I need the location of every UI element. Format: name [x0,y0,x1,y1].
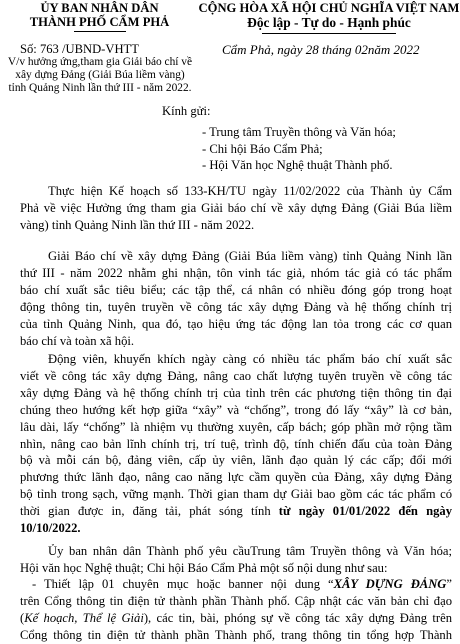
agency-name-line2: THÀNH PHỐ CẨM PHẢ [29,15,170,29]
text-line [20,576,452,593]
text-line: của tỉnh Quảng Ninh, qua đó, tạo hiệu ứng tác động lan tỏa trong các cơ quan [20,316,452,331]
italic-reference: Kế hoạch, Thể lệ Giải [24,610,144,625]
text-line: vàng) tỉnh Quảng Ninh lần thứ III - năm 2022. [20,217,255,232]
deadline-range: từ ngày 01/01/2022 đến ngày [278,504,452,519]
text-line: Động viên, khuyến khích ngày càng có nhiều tác phẩm báo chí xuất sắc [48,352,452,366]
paragraph-2 [20,248,452,349]
text-line [20,610,452,627]
text-run: - Thiết lập 01 chuyên mục hoặc banner nội dung “ [32,577,334,591]
motto-underline [262,33,396,34]
text-line: xây dựng Đảng và hệ thống chính trị của tỉnh trên các phương tiện thông tin đại [20,385,452,400]
text-line: chúng theo hướng kết hợp giữa “xây” và “chống”, trong đó lấy “xây” là cơ bản, [20,402,452,417]
text-line: Giải Báo chí về xây dựng Đảng (Giải Búa liềm vàng) tỉnh Quảng Ninh lần [48,249,452,263]
paragraph-1 [20,183,452,234]
agency-underline [74,31,126,32]
document-number: Số: 763 /UBND-VHTT [20,42,139,56]
recipient-item: - Trung tâm Truyền thông và Văn hóa; [202,125,396,139]
text-line: Ủy ban nhân dân Thành phố yêu cầuTrung tâm Truyền thông và Văn hóa; [48,544,452,558]
subject-line: V/v hưởng ứng,tham gia Giải báo chí về [7,56,193,68]
paragraph-3 [20,351,452,537]
document-subject [4,56,196,95]
text-line: Phả về việc Hưởng ứng tham gia Giải báo chí về xây dựng Đảng (Giải Búa liềm [20,200,452,215]
text-line: động thông tin, tuyên truyền về công tác xây dựng Đảng và hệ thống chính trị [20,299,452,314]
agency-name-line1: ỦY BAN NHÂN DÂN [40,1,159,15]
text-line: báo chí và toàn xã hội. [20,333,135,348]
text-run: thời gian được in, đăng tải, phát sóng tính [20,504,279,519]
text-line: thứ III - năm 2022 nhằm ghi nhận, tôn vinh tác giả, nhóm tác giả có tác phẩm [20,265,452,280]
paragraph-4 [20,543,452,577]
text-line: bộ tỉnh trong sạch, vững mạnh. Thời gian tham dự Giải bao gồm các tác phẩm có [20,487,452,502]
text-line: Cổng thông tin điện tử thành phần Thành phố, trang thông tin tổng hợp Thành [20,627,452,642]
text-run: ( [20,610,25,625]
recipients-list [202,124,396,174]
text-line: trên Cổng thông tin điện tử thành phần Thành phố. Cập nhật các văn bản chỉ đạo [20,593,452,608]
recipient-item: - Chi hội Báo Cẩm Phả; [202,141,323,156]
place-and-date: Cẩm Phả, ngày 28 tháng 02năm 2022 [222,42,420,57]
text-line [20,503,452,520]
subject-line: xây dựng Đảng (Giải Búa liềm vàng) [15,69,185,81]
subject-line: tỉnh Quảng Ninh lần thứ III - năm 2022. [8,82,192,94]
text-line: bộ và mỗi cán bộ, đảng viên, cấp ủy viên, lãnh đạo quản lý các cấp; đổi mới [20,453,452,468]
deadline-end-date: 10/10/2022. [20,521,81,536]
text-line: báo chí xuất sắc tiêu biểu; các tập thể, cá nhân có nhiều đóng góp trong hoạt [20,282,452,297]
national-motto-line1: CỘNG HÒA XÃ HỘI CHỦ NGHĨA VIỆT NAM [198,1,460,15]
text-line: Hội văn học Nghệ thuật; Chi hội Báo Cẩm Phả một số nội dung như sau: [20,560,388,575]
text-line: Thực hiện Kế hoạch số 133-KH/TU ngày 11/02/2022 của Thành ủy Cẩm [48,184,452,198]
recipient-item: - Hội Văn học Nghệ thuật Thành phố. [202,158,393,172]
section-name: XÂY DỰNG ĐẢNG [333,577,447,591]
national-motto-line2: Độc lập - Tự do - Hạnh phúc [247,15,411,30]
text-run: ” [446,577,452,591]
text-line: phương thức lãnh đạo, nâng cao năng lực cầm quyền của Đảng, xây dựng Đảng [20,470,452,485]
text-line: viết về công tác xây dựng Đảng, nâng cao chất lượng tuyên truyền về công tác [20,368,452,383]
text-line: lâu dài, lấy “chống” là nhiệm vụ thường xuyên, cấp bách; góp phần mở rộng tầm [20,419,452,434]
recipients-label: Kính gửi: [162,104,211,118]
text-line: nhìn, nâng cao bản lĩnh chính trị, trí tuệ, trình độ, tính chiến đấu của toàn Đảng [20,436,452,451]
text-run: ), các tin, bài, phóng sự về công tác xây dựng Đảng trên [143,610,452,625]
paragraph-5-bullet [20,576,452,644]
